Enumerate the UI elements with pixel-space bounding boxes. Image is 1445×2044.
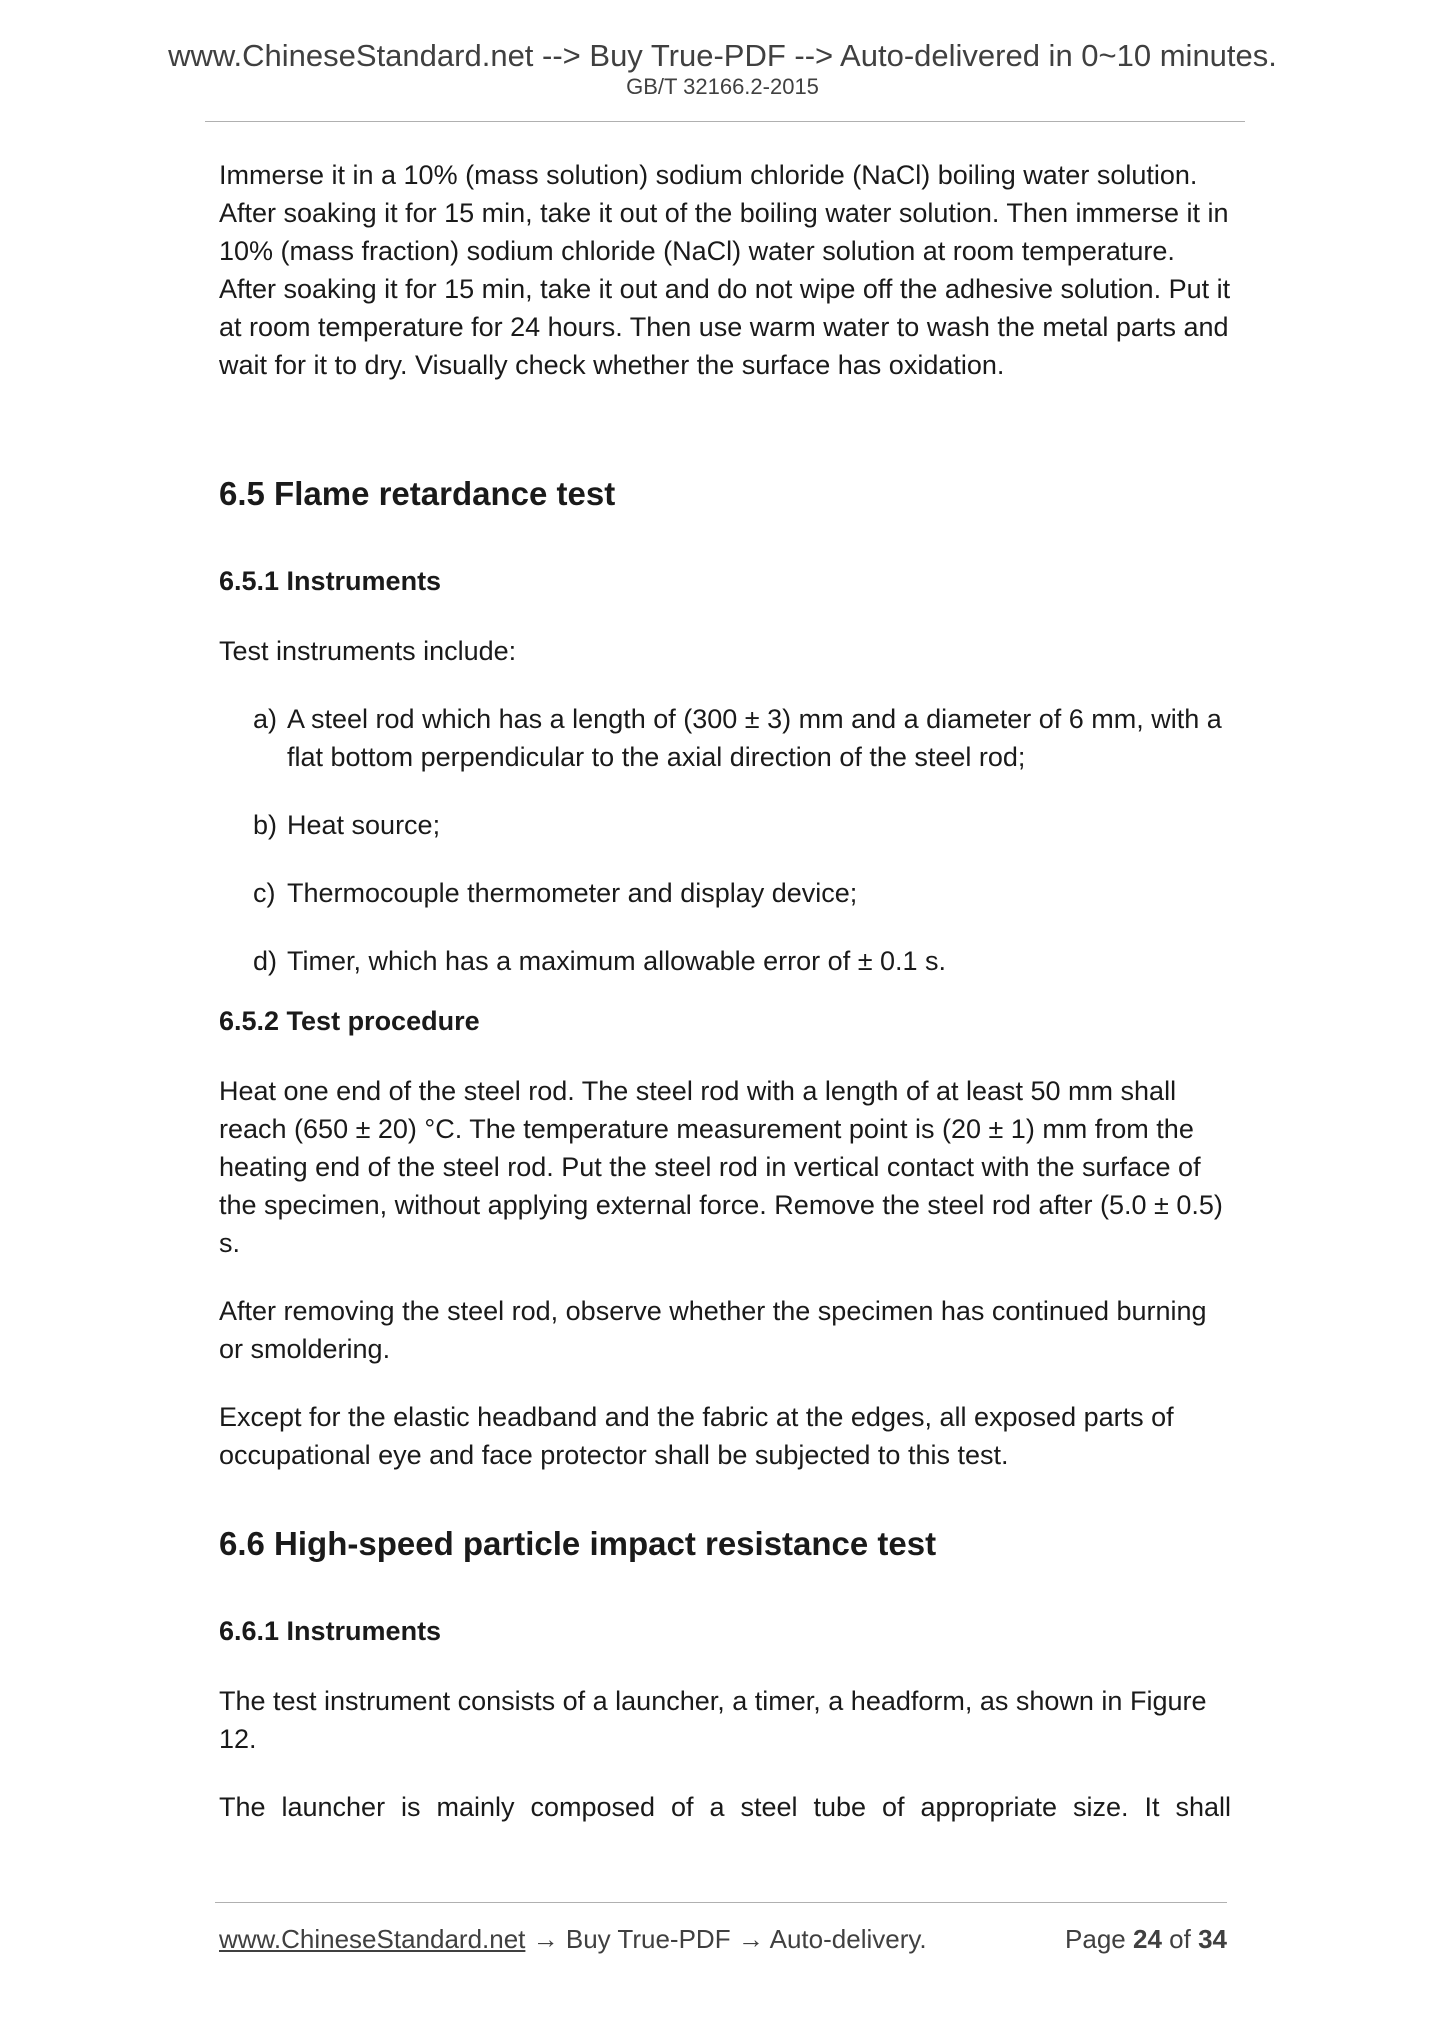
page-footer — [219, 1922, 1227, 1956]
list-marker: a) — [253, 704, 278, 734]
list-item — [253, 874, 1231, 912]
footer-buy-text: Buy True-PDF — [565, 1924, 731, 1954]
section-6-5-2-heading: 6.5.2 Test procedure — [219, 1006, 480, 1036]
page-indicator — [1065, 1922, 1227, 1956]
list-marker: d) — [253, 946, 278, 976]
list-item — [253, 942, 1231, 980]
page-label: Page — [1065, 1924, 1126, 1954]
instruments-paragraph: The launcher is mainly composed of a steel tube of appropriate size. It shall — [219, 1792, 1231, 1822]
list-marker: c) — [253, 878, 276, 908]
standard-number: GB/T 32166.2-2015 — [626, 74, 819, 99]
instruments-lead: Test instruments include: — [219, 636, 517, 666]
footer-delivery-text: Auto-delivery. — [769, 1924, 927, 1954]
list-text: Timer, which has a maximum allowable error of ± 0.1 s. — [287, 946, 947, 976]
list-text: Thermocouple thermometer and display device; — [287, 878, 858, 908]
footer-site-link[interactable]: www.ChineseStandard.net — [219, 1924, 526, 1954]
section-6-6-1-heading: 6.6.1 Instruments — [219, 1616, 442, 1646]
intro-paragraph: Immerse it in a 10% (mass solution) sodium chloride (NaCl) boiling water solution. After soaking it for 15 min, take it out of the boiling water solution. Then immerse it in 10% (mass fraction) sodium chloride (NaCl) water solution at room temperature. After soaking it for 15 min, take it out and do not wipe off the adhesive solution. Put it at room temperature for 24 hours. Then use warm water to wash the metal parts and wait for it to dry. Visually check whether the surface has oxidation. — [219, 160, 1231, 380]
page-total: 34 — [1198, 1924, 1227, 1954]
arrow-right-icon: → — [532, 1924, 559, 1954]
footer-divider — [215, 1902, 1227, 1903]
of-label: of — [1169, 1924, 1191, 1954]
section-6-6-heading: 6.6 High-speed particle impact resistance test — [219, 1525, 937, 1562]
procedure-paragraph: Heat one end of the steel rod. The steel rod with a length of at least 50 mm shall reach (650 ± 20) °C. The temperature measurement point is (20 ± 1) mm from the heating end of the steel rod. Put the steel rod in vertical contact with the surface of the specimen, without applying external force. Remove the steel rod after (5.0 ± 0.5) s. — [219, 1076, 1223, 1258]
list-item — [253, 806, 1231, 844]
procedure-paragraph: After removing the steel rod, observe whether the specimen has continued burning or smoldering. — [219, 1296, 1207, 1364]
header-divider — [205, 121, 1245, 122]
page-number: 24 — [1133, 1924, 1162, 1954]
section-6-5-heading: 6.5 Flame retardance test — [219, 475, 616, 512]
list-item — [253, 700, 1231, 776]
list-marker: b) — [253, 810, 278, 840]
arrow-right-icon: → — [737, 1924, 764, 1954]
list-text: A steel rod which has a length of (300 ± 3) mm and a diameter of 6 mm, with a flat bottom perpendicular to the axial direction of the steel rod; — [287, 704, 1222, 772]
instruments-paragraph: The test instrument consists of a launcher, a timer, a headform, as shown in Figure 12. — [219, 1686, 1207, 1754]
list-text: Heat source; — [287, 810, 441, 840]
procedure-paragraph: Except for the elastic headband and the fabric at the edges, all exposed parts of occupational eye and face protector shall be subjected to this test. — [219, 1402, 1174, 1470]
section-6-5-1-heading: 6.5.1 Instruments — [219, 566, 442, 596]
header-banner: www.ChineseStandard.net --> Buy True-PDF --> Auto-delivered in 0~10 minutes. — [168, 38, 1277, 73]
